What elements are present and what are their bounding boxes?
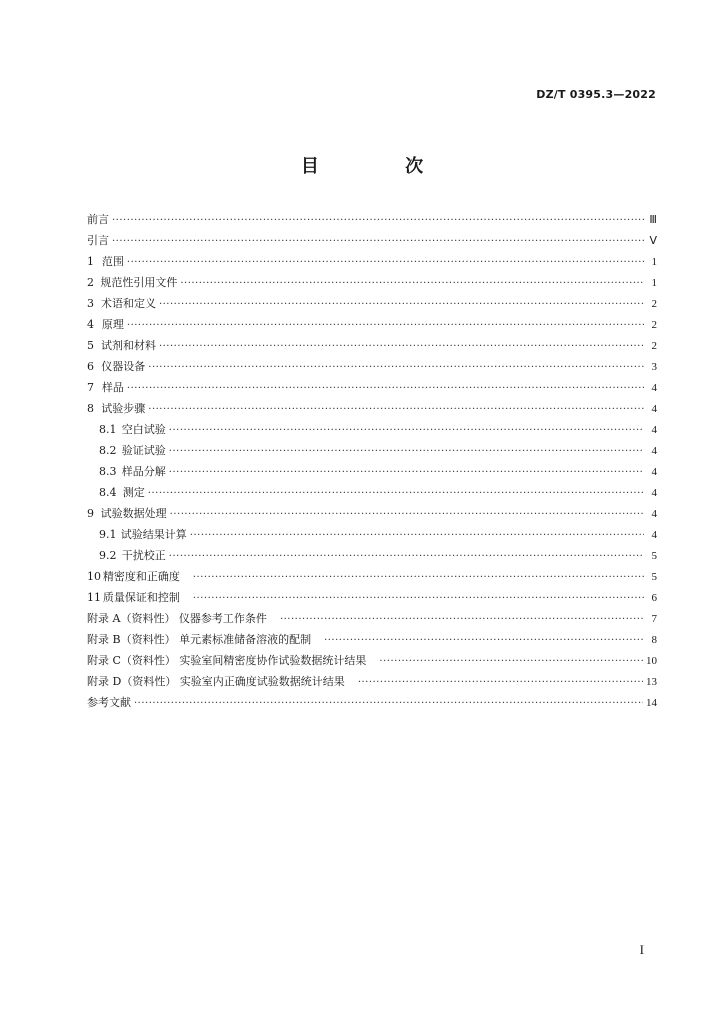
toc-entry-page: 3 xyxy=(651,361,657,373)
toc-leader-dots xyxy=(148,362,644,373)
toc-leader-dots xyxy=(169,425,644,436)
toc-entry[interactable] xyxy=(87,526,657,547)
toc-entry[interactable] xyxy=(87,442,657,463)
toc-entry[interactable] xyxy=(87,379,657,400)
toc-leader-dots xyxy=(148,404,644,415)
toc-entry-number: 8.1 xyxy=(99,423,117,436)
toc-entry-label: 测定 xyxy=(122,486,145,499)
toc-entry-label: 验证试验 xyxy=(121,444,166,457)
toc-entry-label: 仪器设备 xyxy=(101,360,146,373)
toc-entry-label: 质量保证和控制 xyxy=(102,591,180,604)
toc-entry-page: 1 xyxy=(651,256,657,268)
toc-leader-dots xyxy=(280,614,644,625)
toc-entry[interactable] xyxy=(87,610,657,631)
toc-entry-label: 附录 A（资料性） 仪器参考工作条件 xyxy=(87,612,267,625)
toc-leader-dots xyxy=(148,488,644,499)
toc-entry[interactable] xyxy=(87,358,657,379)
toc-entry[interactable] xyxy=(87,232,657,253)
toc-leader-dots xyxy=(112,236,644,247)
toc-entry-page: 5 xyxy=(651,550,657,562)
toc-entry[interactable] xyxy=(87,421,657,442)
toc-entry-number: 6 xyxy=(87,360,94,373)
toc-entry-label: 附录 D（资料性） 实验室内正确度试验数据统计结果 xyxy=(87,675,345,688)
toc-entry-number: 10 xyxy=(87,570,101,583)
toc-entry-number: 9 xyxy=(87,507,94,520)
toc-entry-label: 规范性引用文件 xyxy=(100,276,178,289)
toc-entry[interactable] xyxy=(87,484,657,505)
toc-entry-number: 9.2 xyxy=(99,549,117,562)
toc-entry-number: 9.1 xyxy=(99,528,117,541)
standard-code: DZ/T 0395.3—2022 xyxy=(536,88,656,101)
toc-entry[interactable] xyxy=(87,652,657,673)
toc-entry-page: 6 xyxy=(651,592,657,604)
toc-entry-number: 8.4 xyxy=(99,486,117,499)
toc-leader-dots xyxy=(193,593,644,604)
toc-entry[interactable] xyxy=(87,547,657,568)
toc-entry[interactable] xyxy=(87,211,657,232)
toc-leader-dots xyxy=(169,467,644,478)
toc-leader-dots xyxy=(159,341,644,352)
toc-entry[interactable] xyxy=(87,400,657,421)
toc-entry-label: 样品 xyxy=(101,381,124,394)
toc-entry-page: 4 xyxy=(651,424,657,436)
toc-entry-number: 3 xyxy=(87,297,94,310)
toc-entry[interactable] xyxy=(87,337,657,358)
toc-entry[interactable] xyxy=(87,295,657,316)
toc-entry-label: 前言 xyxy=(87,213,109,226)
toc-entry[interactable] xyxy=(87,316,657,337)
toc-entry-label: 试验数据处理 xyxy=(100,507,167,520)
toc-entry-page: 2 xyxy=(651,340,657,352)
toc-entry[interactable] xyxy=(87,274,657,295)
toc-entry-page: 8 xyxy=(651,634,657,646)
toc-entry[interactable] xyxy=(87,463,657,484)
toc-entry-page: 4 xyxy=(651,466,657,478)
toc-entry-page: 4 xyxy=(651,403,657,415)
toc-leader-dots xyxy=(159,299,644,310)
toc-entry[interactable] xyxy=(87,631,657,652)
toc-entry-page: 14 xyxy=(646,697,657,709)
toc-entry-page: 1 xyxy=(651,277,657,289)
toc-entry-label: 范围 xyxy=(101,255,124,268)
toc-leader-dots xyxy=(193,572,644,583)
toc-entry-number: 4 xyxy=(87,318,94,331)
toc-entry-label: 引言 xyxy=(87,234,109,247)
page-title: 目 次 xyxy=(300,156,464,177)
toc-leader-dots xyxy=(170,509,644,520)
toc-entry-page: 4 xyxy=(651,445,657,457)
toc-entry-label: 干扰校正 xyxy=(121,549,166,562)
toc-entry-number: 5 xyxy=(87,339,94,352)
page-number: I xyxy=(639,942,644,957)
toc-entry-number: 1 xyxy=(87,255,94,268)
toc-entry-page: 4 xyxy=(651,508,657,520)
toc-entry-page: Ⅴ xyxy=(649,235,657,247)
toc-leader-dots xyxy=(180,278,644,289)
table-of-contents xyxy=(87,211,657,715)
toc-leader-dots xyxy=(169,551,644,562)
toc-entry-label: 术语和定义 xyxy=(100,297,156,310)
toc-entry-label: 空白试验 xyxy=(121,423,166,436)
toc-entry-label: 附录 C（资料性） 实验室间精密度协作试验数据统计结果 xyxy=(87,654,367,667)
toc-entry[interactable] xyxy=(87,253,657,274)
toc-entry-label: 试验结果计算 xyxy=(120,528,187,541)
toc-leader-dots xyxy=(324,635,644,646)
toc-entry-number: 11 xyxy=(87,591,101,604)
toc-leader-dots xyxy=(190,530,644,541)
toc-entry-label: 附录 B（资料性） 单元素标准储备溶液的配制 xyxy=(87,633,312,646)
toc-leader-dots xyxy=(379,656,643,667)
toc-entry[interactable] xyxy=(87,568,657,589)
toc-leader-dots xyxy=(358,677,643,688)
toc-entry-number: 7 xyxy=(87,381,94,394)
toc-entry-number: 8 xyxy=(87,402,94,415)
toc-entry-number: 2 xyxy=(87,276,94,289)
toc-entry-page: 4 xyxy=(651,382,657,394)
toc-entry-page: Ⅲ xyxy=(649,214,657,226)
toc-entry[interactable] xyxy=(87,505,657,526)
toc-entry-page: 4 xyxy=(651,529,657,541)
toc-leader-dots xyxy=(134,698,643,709)
toc-entry[interactable] xyxy=(87,589,657,610)
toc-entry-page: 2 xyxy=(651,298,657,310)
toc-leader-dots xyxy=(127,257,644,268)
toc-entry-page: 13 xyxy=(646,676,657,688)
toc-leader-dots xyxy=(112,215,644,226)
toc-leader-dots xyxy=(127,383,644,394)
toc-entry-page: 4 xyxy=(651,487,657,499)
toc-entry-label: 试验步骤 xyxy=(101,402,146,415)
toc-leader-dots xyxy=(169,446,644,457)
toc-entry-page: 7 xyxy=(651,613,657,625)
toc-entry-page: 5 xyxy=(651,571,657,583)
toc-entry-label: 试剂和材料 xyxy=(100,339,156,352)
toc-entry[interactable] xyxy=(87,673,657,694)
toc-entry-number: 8.2 xyxy=(99,444,117,457)
toc-entry-page: 10 xyxy=(646,655,657,667)
toc-entry-label: 参考文献 xyxy=(87,696,131,709)
toc-entry-number: 8.3 xyxy=(99,465,117,478)
toc-leader-dots xyxy=(127,320,644,331)
toc-entry-label: 原理 xyxy=(101,318,124,331)
toc-entry-label: 样品分解 xyxy=(121,465,166,478)
toc-entry-page: 2 xyxy=(651,319,657,331)
toc-entry[interactable] xyxy=(87,694,657,715)
toc-entry-label: 精密度和正确度 xyxy=(102,570,180,583)
